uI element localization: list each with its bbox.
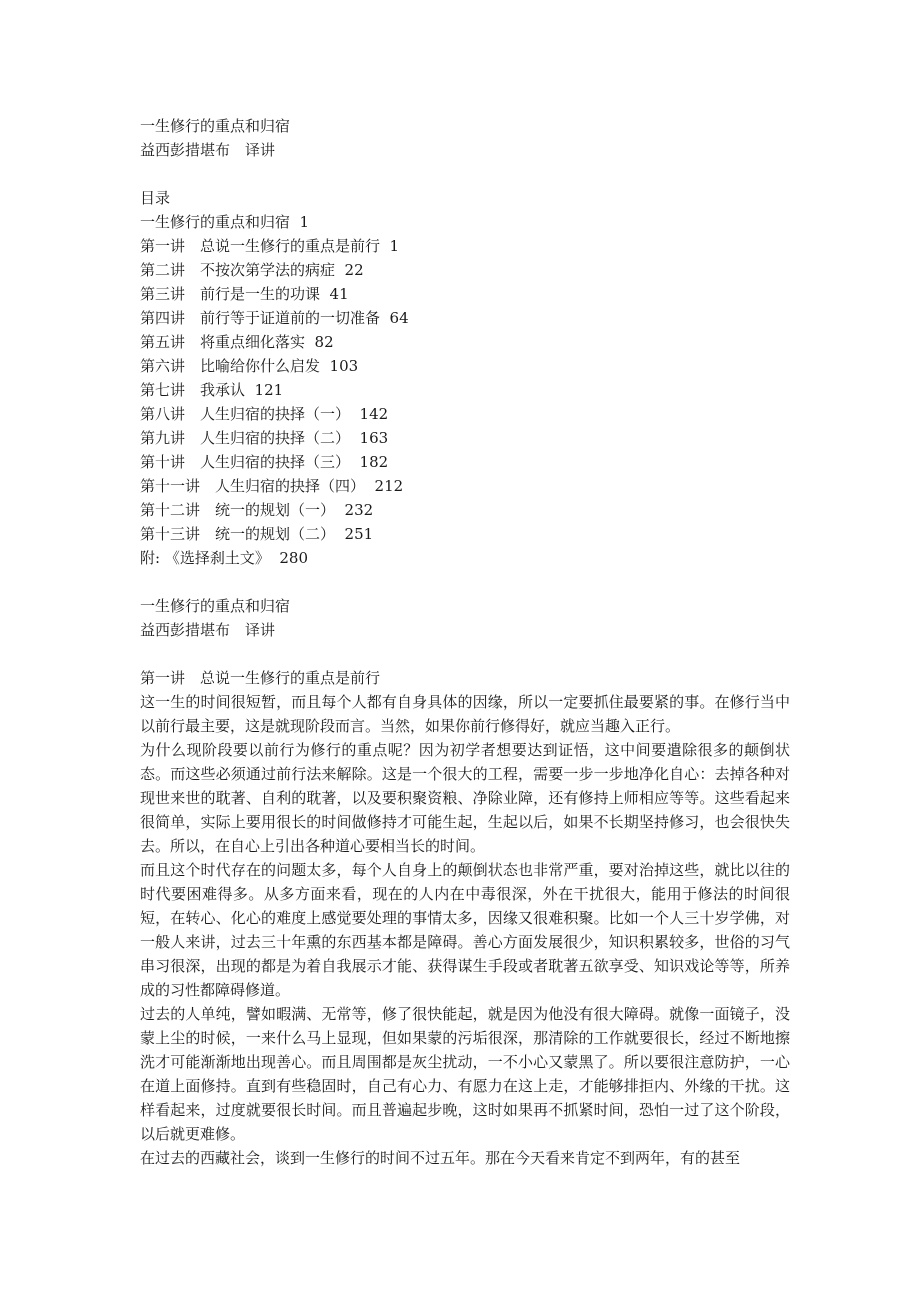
toc-item: 第十二讲 统一的规划（一） 232 <box>140 501 374 519</box>
toc-item: 一生修行的重点和归宿 1 <box>140 213 310 231</box>
spacer <box>140 642 790 666</box>
spacer <box>140 162 790 186</box>
body-paragraph: 这一生的时间很短暂，而且每个人都有自身具体的因缘，所以一定要抓住最要紧的事。在修行当中以前行最主要，这是就现阶段而言。当然，如果你前行修得好，就应当趣入正行。 <box>140 693 790 735</box>
body-paragraph: 过去的人单纯，譬如暇满、无常等，修了很快能起，就是因为他没有很大障碍。就像一面镜子，没蒙上尘的时候，一来什么马上显现，但如果蒙的污垢很深，那清除的工作就要很长，经过不断地擦洗才可能渐渐地出现善心。而且周围都是灰尘扰动，一不小心又蒙黑了。所以要很注意防护，一心在道上面修持。直到有些稳固时，自己有心力、有愿力在这上走，才能够排拒内、外缘的干扰。这样看起来，过度就要很长时间。而且普遍起步晚，这时如果再不抓紧时间，恐怕一过了这个阶段，以后就更难修。 <box>140 1005 790 1143</box>
toc-item: 第七讲 我承认 121 <box>140 381 284 399</box>
body-paragraph: 为什么现阶段要以前行为修行的重点呢？因为初学者想要达到证悟，这中间要遣除很多的颠倒状态。而这些必须通过前行法来解除。这是一个很大的工程，需要一步一步地净化自心：去掉各种对现世来世的耽著、自利的耽著，以及要积聚资粮、净除业障，还有修持上师相应等等。这些看起来很简单，实际上要用很长的时间做修持才可能生起，生起以后，如果不长期坚持修习，也会很快失去。所以，在自心上引出各种道心要相当长的时间。 <box>140 741 790 855</box>
lecture-heading: 第一讲 总说一生修行的重点是前行 <box>140 669 381 687</box>
spacer <box>140 570 790 594</box>
document-author: 益西彭措堪布 译讲 <box>140 141 276 159</box>
toc-item: 第一讲 总说一生修行的重点是前行 1 <box>140 237 400 255</box>
section-title: 一生修行的重点和归宿 <box>140 597 291 615</box>
toc-item: 第十讲 人生归宿的抉择（三） 182 <box>140 453 389 471</box>
body-paragraph: 在过去的西藏社会，谈到一生修行的时间不过五年。那在今天看来肯定不到两年，有的甚至 <box>140 1149 741 1167</box>
body-paragraph: 而且这个时代存在的问题太多，每个人自身上的颠倒状态也非常严重，要对治掉这些，就比以往的时代要困难得多。从多方面来看，现在的人内在中毒很深，外在干扰很大，能用于修法的时间很短，在转心、化心的难度上感觉要处理的事情太多，因缘又很难积聚。比如一个人三十岁学佛，对一般人来讲，过去三十年熏的东西基本都是障碍。善心方面发展很少，知识积累较多，世俗的习气串习很深，出现的都是为着自我展示才能、获得谋生手段或者耽著五欲享受、知识戏论等等，所养成的习性都障碍修道。 <box>140 861 790 999</box>
toc-heading: 目录 <box>140 189 171 207</box>
toc-item: 第九讲 人生归宿的抉择（二） 163 <box>140 429 389 447</box>
toc-item: 第二讲 不按次第学法的病症 22 <box>140 261 364 279</box>
document-title: 一生修行的重点和归宿 <box>140 117 291 135</box>
toc-item: 第三讲 前行是一生的功课 41 <box>140 285 349 303</box>
section-author: 益西彭措堪布 译讲 <box>140 621 276 639</box>
toc-item: 第四讲 前行等于证道前的一切准备 64 <box>140 309 409 327</box>
document-page <box>140 114 790 1170</box>
toc-item: 第十一讲 人生归宿的抉择（四） 212 <box>140 477 404 495</box>
table-of-contents <box>140 210 790 570</box>
toc-item: 第十三讲 统一的规划（二） 251 <box>140 525 374 543</box>
toc-item: 附: 《选择刹土文》 280 <box>140 549 308 567</box>
toc-item: 第五讲 将重点细化落实 82 <box>140 333 334 351</box>
toc-item: 第八讲 人生归宿的抉择（一） 142 <box>140 405 389 423</box>
toc-item: 第六讲 比喻给你什么启发 103 <box>140 357 359 375</box>
